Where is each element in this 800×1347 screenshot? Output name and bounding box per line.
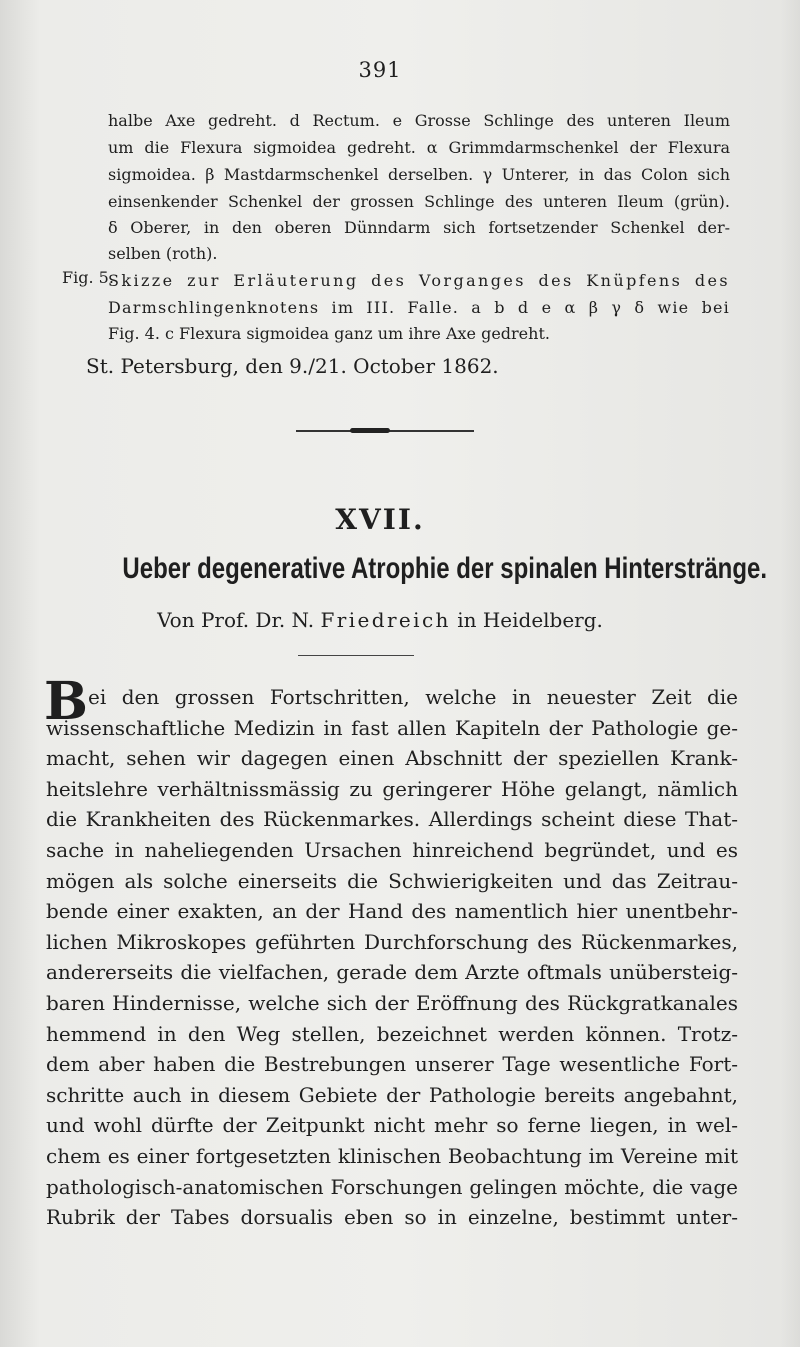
caption-line: δ Oberer, in den oberen Dünndarm sich fortsetzender Schenkel der-: [108, 218, 730, 237]
body-line: macht, sehen wir dagegen einen Abschnitt der speziellen Krank-: [46, 746, 738, 771]
body-line: schritte auch in diesem Gebiete der Pathologie bereits angebahnt,: [46, 1082, 738, 1107]
chapter-number: XVII.: [335, 503, 425, 536]
body-text: [46, 682, 738, 1233]
author-prefix: Von Prof. Dr. N.: [157, 608, 315, 632]
body-line: hemmend in den Weg stellen, bezeichnet werden können. Trotz-: [46, 1021, 738, 1046]
body-line: ei den grossen Fortschritten, welche in neuester Zeit die: [88, 685, 738, 709]
divider-ornament: [350, 428, 390, 433]
body-line: heitslehre verhältnissmässig zu geringerer Höhe gelangt, nämlich: [46, 776, 738, 801]
body-line: mögen als solche einerseits die Schwierigkeiten und das Zeitrau-: [46, 868, 738, 893]
body-line: die Krankheiten des Rückenmarkes. Allerdings scheint diese That-: [46, 807, 738, 832]
body-line: sache in naheliegenden Ursachen hinreichend begründet, und es: [46, 837, 738, 862]
caption-line: Skizze zur Erläuterung des Vorganges des Knüpfens des: [108, 271, 730, 290]
caption-line: einsenkender Schenkel der grossen Schlinge des unteren Ileum (grün).: [108, 192, 730, 211]
body-line: wissenschaftliche Medizin in fast allen Kapiteln der Pathologie ge-: [46, 715, 738, 740]
body-line: dem aber haben die Bestrebungen unserer Tage wesentliche Fort-: [46, 1052, 738, 1077]
caption-line: Darmschlingenknotens im III. Falle. a b d e α β γ δ wie bei: [108, 298, 730, 317]
author-name: Friedreich: [320, 608, 451, 632]
caption-line: um die Flexura sigmoidea gedreht. α Grimmdarmschenkel der Flexura: [108, 138, 730, 157]
body-line: lichen Mikroskopes geführten Durchforschung des Rückenmarkes,: [46, 929, 738, 954]
caption-line: sigmoidea. β Mastdarmschenkel derselben. γ Unterer, in das Colon sich: [108, 165, 730, 184]
caption-line: Fig. 4. c Flexura sigmoidea ganz um ihre Axe gedreht.: [108, 324, 550, 343]
caption-line: halbe Axe gedreht. d Rectum. e Grosse Schlinge des unteren Ileum: [108, 111, 730, 130]
body-line: chem es einer fortgesetzten klinischen Beobachtung im Vereine mit: [46, 1143, 738, 1168]
date-line: St. Petersburg, den 9./21. October 1862.: [86, 354, 499, 378]
author-suffix: in Heidelberg.: [457, 608, 603, 632]
figure-label: Fig. 5.: [62, 268, 114, 287]
caption-line: selben (roth).: [108, 244, 218, 263]
body-line: baren Hindernisse, welche sich der Eröffnung des Rückgratkanales: [46, 990, 738, 1015]
body-line: pathologisch-anatomischen Forschungen gelingen möchte, die vage: [46, 1174, 738, 1199]
title-divider: [298, 655, 414, 656]
body-line: andererseits die vielfachen, gerade dem Arzte oftmals unübersteig-: [46, 960, 738, 985]
body-line: Rubrik der Tabes dorsualis eben so in einzelne, bestimmt unter-: [46, 1205, 738, 1230]
author-line: [0, 608, 760, 632]
article-title: Ueber degenerative Atrophie der spinalen Hinterstränge.: [122, 552, 768, 585]
body-line: bende einer exakten, an der Hand des namentlich hier unentbehr-: [46, 899, 738, 924]
body-line: und wohl dürfte der Zeitpunkt nicht mehr so ferne liegen, in wel-: [46, 1113, 738, 1138]
page-number: 391: [358, 58, 402, 82]
drop-cap: B: [44, 671, 88, 732]
